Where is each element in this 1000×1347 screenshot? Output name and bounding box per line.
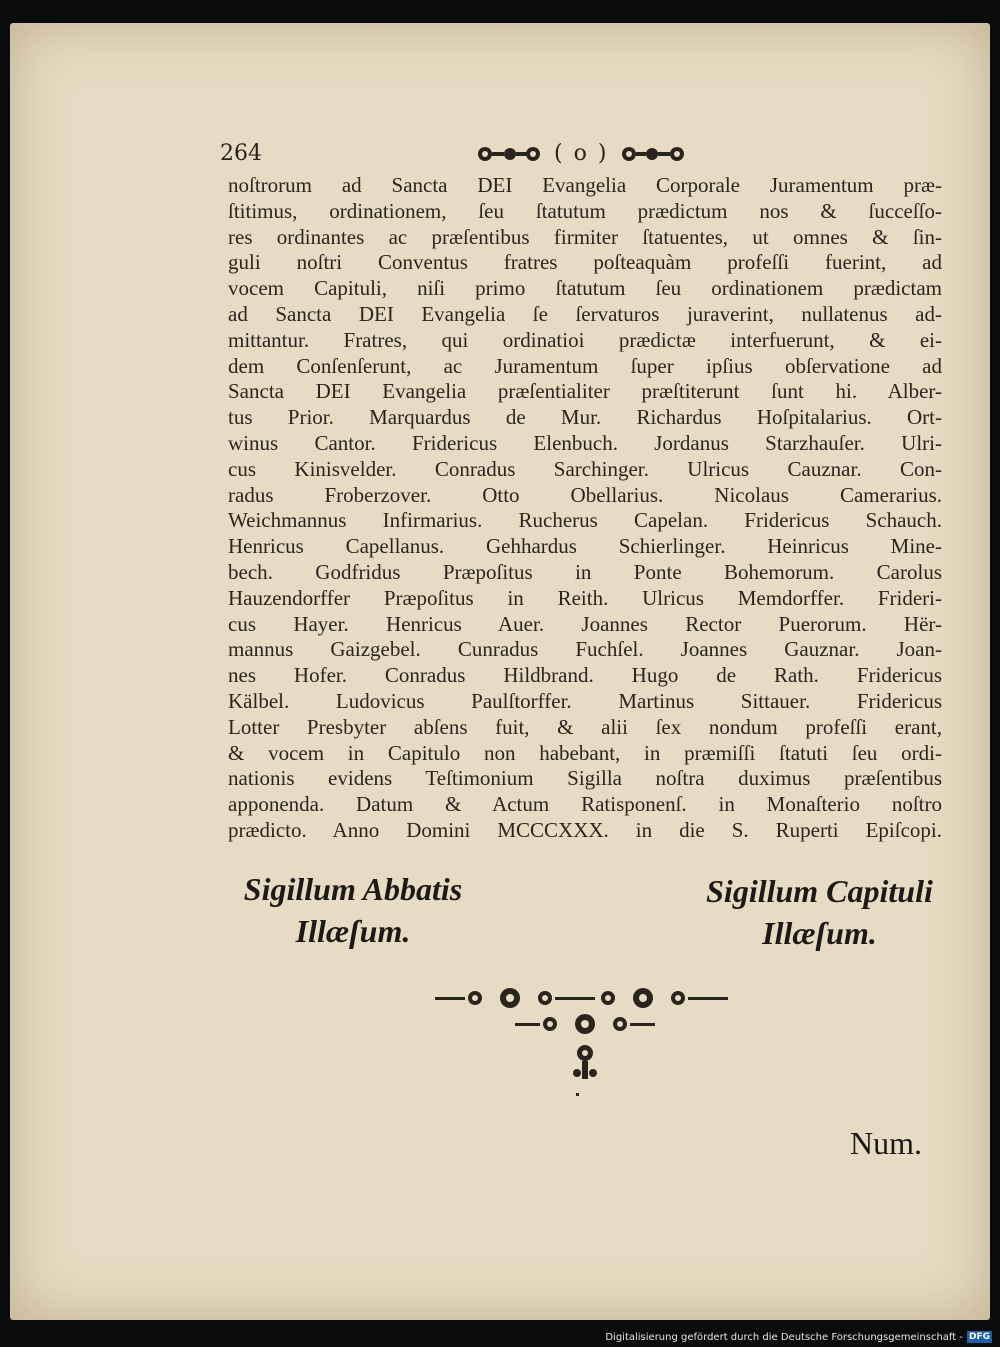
text-line: winus Cantor. Fridericus Elenbuch. Jordanus Starzhauſer. Ulri- <box>228 430 942 455</box>
header-ornament-left-icon <box>475 143 545 165</box>
text-line: Weichmannus Infirmarius. Rucherus Capelan. Fridericus Schauch. <box>228 508 942 533</box>
text-line: mittantur. Fratres, qui ordinatioi prædictæ interfuerunt, & ei- <box>228 327 942 352</box>
text-line: Hauzendorffer Præpoſitus in Reith. Ulricus Memdorffer. Frideri- <box>228 585 942 610</box>
seal-abbatis <box>228 868 478 952</box>
page-header <box>220 141 950 171</box>
text-line: mannus Gaizgebel. Cunradus Fuchſel. Joannes Gauznar. Joan- <box>228 637 942 662</box>
footer-credit <box>605 1330 992 1344</box>
text-line: nationis evidens Teſtimonium Sigilla noſtra duximus præſentibus <box>228 766 942 791</box>
dfg-logo: DFG <box>968 1332 990 1342</box>
text-line: dem Conſenſerunt, ac Juramentum ſuper ipſius obſervatione ad <box>228 353 942 378</box>
text-line: radus Froberzover. Otto Obellarius. Nicolaus Camerarius. <box>228 482 942 507</box>
text-line: prædicto. Anno Domini MCCCXXX. in die S. Ruperti Epiſcopi. <box>228 817 942 842</box>
text-line: vocem Capituli, niſi primo ſtatutum ſeu ordinationem prædictam <box>228 276 942 301</box>
running-head-text: ( o ) <box>554 141 609 166</box>
seal-abbatis-line2: Illæſum. <box>295 913 411 949</box>
text-line: ſtitimus, ordinationem, ſeu ſtatutum prædictum nos & ſucceſſo- <box>228 198 942 223</box>
text-line: bech. Godfridus Præpoſitus in Ponte Bohemorum. Carolus <box>228 559 942 584</box>
text-line: cus Kinisvelder. Conradus Sarchinger. Ulricus Cauznar. Con- <box>228 456 942 481</box>
body-text <box>228 173 942 844</box>
tailpiece-ornament-icon <box>430 981 740 1101</box>
seal-capituli-line1: Sigillum Capituli <box>706 873 933 909</box>
seal-capituli-line2: Illæſum. <box>762 915 877 951</box>
header-ornament-right-icon <box>617 143 687 165</box>
text-line: noſtrorum ad Sancta DEI Evangelia Corporale Juramentum præ- <box>228 173 942 197</box>
book-page <box>10 23 990 1320</box>
text-line: res ordinantes ac præſentibus firmiter ſtatuentes, ut omnes & ſin- <box>228 224 942 249</box>
text-line: Henricus Capellanus. Gehhardus Schierlinger. Heinricus Mine- <box>228 534 942 559</box>
text-line: Sancta DEI Evangelia præſentialiter præſtiterunt ſunt hi. Alber- <box>228 379 942 404</box>
running-head <box>475 141 687 166</box>
text-line: guli noſtri Conventus fratres poſteaquàm profeſſi fuerint, ad <box>228 250 942 275</box>
text-line: nes Hofer. Conradus Hildbrand. Hugo de Rath. Fridericus <box>228 663 942 688</box>
seal-capituli <box>692 870 947 954</box>
seal-abbatis-line1: Sigillum Abbatis <box>243 871 463 907</box>
text-line: & vocem in Capitulo non habebant, in præmiſſi ſtatuti ſeu ordi- <box>228 740 942 765</box>
text-line: apponenda. Datum & Actum Ratisponenſ. in Monaſterio noſtro <box>228 792 942 817</box>
text-line: Kälbel. Ludovicus Paulſtorffer. Martinus Sittauer. Fridericus <box>228 688 942 713</box>
footer-text: Digitalisierung gefördert durch die Deutsche Forschungsgemeinschaft - <box>605 1331 963 1343</box>
text-line: tus Prior. Marquardus de Mur. Richardus Hoſpitalarius. Ort- <box>228 405 942 430</box>
text-line: ad Sancta DEI Evangelia ſe ſervaturos juraverint, nullatenus ad- <box>228 301 942 326</box>
catchword: Num. <box>850 1125 922 1161</box>
text-line: Lotter Presbyter abſens fuit, & alii ſex nondum profeſſi erant, <box>228 714 942 739</box>
page-number: 264 <box>220 141 262 166</box>
text-line: cus Hayer. Henricus Auer. Joannes Rector Puerorum. Hër- <box>228 611 942 636</box>
